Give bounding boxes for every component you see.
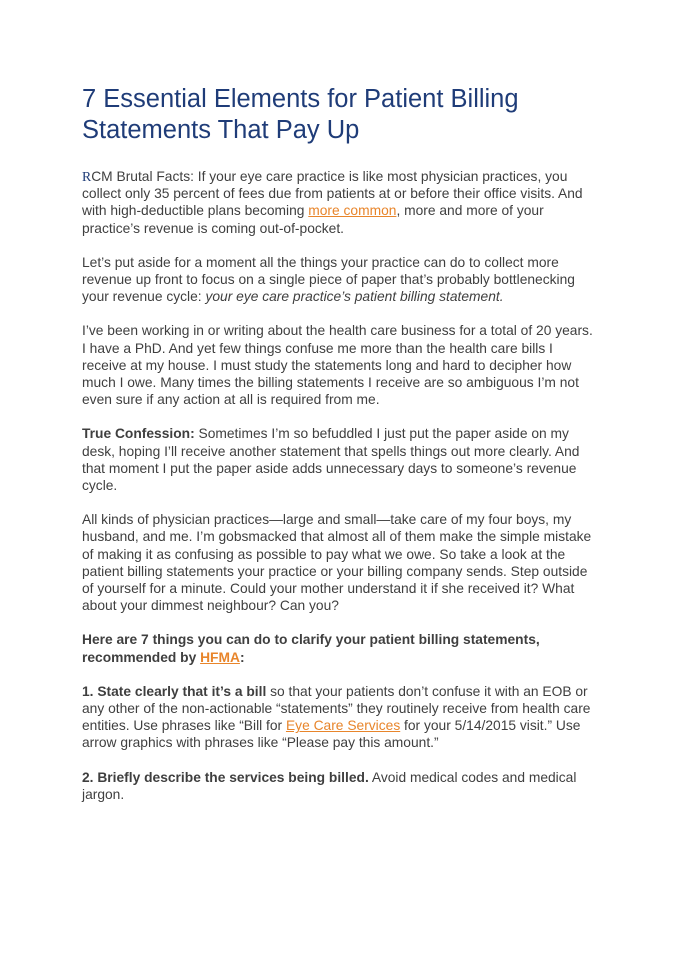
list-item-2	[82, 769, 598, 803]
paragraph-3: I’ve been working in or writing about the health care business for a total of 20 years. I have a PhD. And yet few things confuse me more than the health care bills I receive at my house. I must study the statements long and hard to decipher how much I owe. Many times the billing statements I receive are so ambiguous I’m not even sure if any action at all is required from me.	[82, 323, 593, 408]
list-intro-colon: :	[239, 649, 245, 665]
intro-text-1: CM Brutal Facts: If your eye care practice is like most physician practices, you collect only 35 percent of fees due from patients at or before their office visits. And with high-deductible plans becoming	[82, 169, 583, 219]
list-item-2-label: 2. Briefly describe the services being billed.	[82, 769, 369, 785]
intro-text-2: , more and more of your practice’s revenue is coming out-of-pocket.	[82, 203, 544, 236]
intro-dropcap: R	[82, 169, 92, 184]
list-item-1	[82, 683, 598, 752]
paragraph-2-italic: your eye care practice’s patient billing statement.	[205, 289, 504, 305]
list-intro	[82, 631, 598, 665]
paragraph-2	[82, 254, 598, 306]
list-item-1-text-1: so that your patients don’t confuse it with an EOB or any other of the non-actionable “statements” they routinely receive from health care entities. Use phrases like “Bill for	[82, 683, 591, 734]
page-title: 7 Essential Elements for Patient Billing Statements That Pay Up	[82, 85, 519, 144]
confession-label: True Confession:	[82, 426, 195, 442]
document-page	[82, 84, 598, 820]
confession-paragraph	[82, 425, 598, 494]
eye-care-services-link[interactable]: Eye Care Services	[285, 718, 401, 734]
hfma-link[interactable]: HFMA	[200, 649, 240, 665]
more-common-link[interactable]: more common	[308, 203, 397, 219]
confession-text: Sometimes I’m so befuddled I just put the paper aside on my desk, hoping I’ll receive another statement that spells things out more clearly. And that moment I put the paper aside adds unnecessary days to someone’s revenue cycle.	[82, 426, 580, 494]
list-item-1-text-2: for your 5/14/2015 visit.” Use arrow graphics with phrases like “Please pay this amount.”	[82, 718, 581, 751]
list-item-1-label: 1. State clearly that it’s a bill	[82, 683, 267, 699]
intro-paragraph	[82, 168, 598, 237]
paragraph-2-text: Let’s put aside for a moment all the things your practice can do to collect more revenue up front to focus on a single piece of paper that’s probably bottlenecking your revenue cycle:	[82, 254, 575, 305]
list-item-2-text: Avoid medical codes and medical jargon.	[82, 769, 577, 802]
paragraph-5: All kinds of physician practices—large and small—take care of my four boys, my husband, and me. I’m gobsmacked that almost all of them make the simple mistake of making it as confusing as possible to pay what we owe. So take a look at the patient billing statements your practice or your billing company sends. Step outside of yourself for a minute. Could your mother understand it if she received it? What about your dimmest neighbour? Can you?	[82, 512, 592, 614]
list-intro-text: Here are 7 things you can do to clarify your patient billing statements, recommended by	[82, 632, 540, 665]
